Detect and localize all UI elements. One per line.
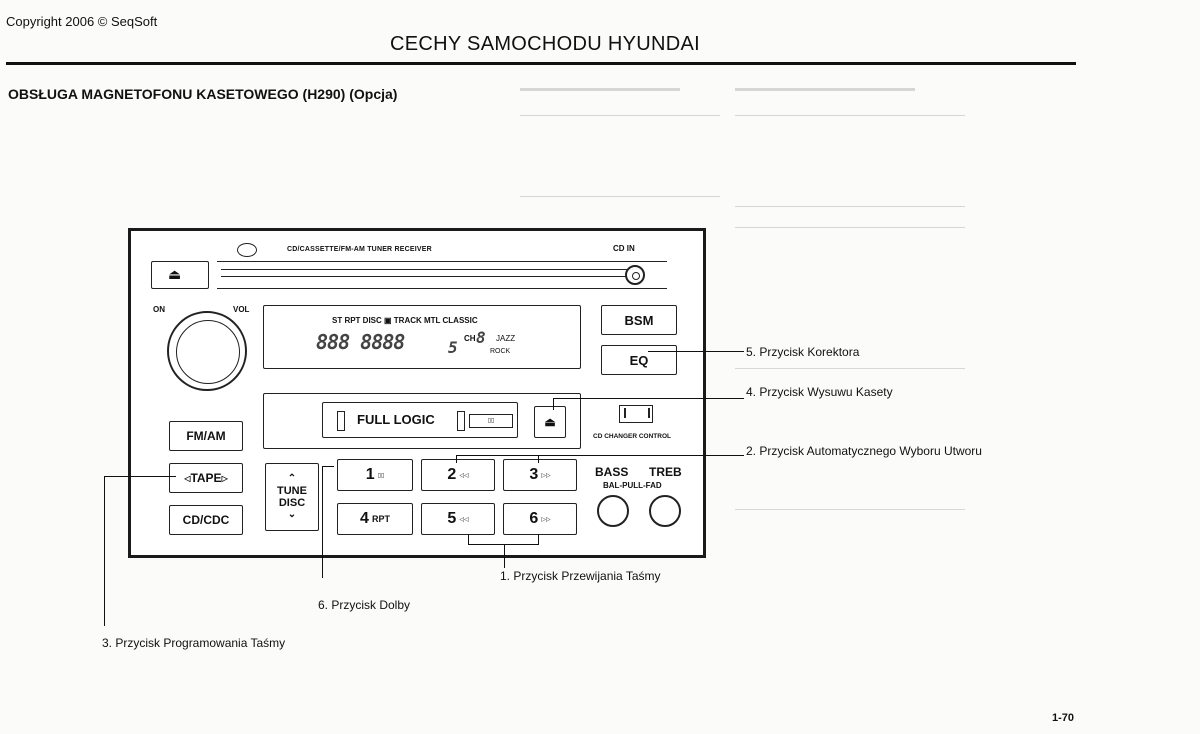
bleed-through-column: [735, 82, 965, 682]
chevron-left-icon: ◁: [184, 473, 191, 483]
treb-label: TREB: [649, 465, 682, 479]
callout-line-2: [456, 455, 744, 456]
title-rule: [6, 62, 1076, 65]
volume-knob[interactable]: [167, 311, 247, 391]
tune-disc-rocker[interactable]: [265, 463, 319, 531]
cd-changer-label: CD CHANGER CONTROL: [593, 433, 671, 440]
callout-line-3: [104, 476, 105, 626]
callout-line-4-h: [553, 398, 744, 399]
page-title: CECHY SAMOCHODU HYUNDAI: [390, 33, 700, 55]
page-number: 1-70: [1051, 712, 1074, 724]
model-label: CD/CASSETTE/FM-AM TUNER RECEIVER: [287, 246, 432, 253]
preset-5-button[interactable]: 5 ◁◁: [421, 503, 495, 535]
display-panel: ST RPT DISC ▣ TRACK MTL CLASSIC 888 8888 5 CH 8 JAZZ ROCK: [263, 305, 581, 369]
disc-label: DISC: [278, 497, 306, 509]
preset-6-button[interactable]: 6 ▷▷: [503, 503, 577, 535]
display-jazz: JAZZ: [496, 334, 516, 343]
preset-3-button[interactable]: 3 ▷▷: [503, 459, 577, 491]
callout-line-1: [504, 544, 505, 568]
cd-changer-icon: [619, 405, 653, 423]
eject-icon: ⏏: [168, 266, 182, 282]
callout-5-label: 5. Przycisk Korektora: [746, 345, 860, 359]
tune-label: TUNE: [277, 485, 307, 497]
hyundai-logo-icon: [237, 243, 257, 257]
preset-4-button[interactable]: 4 RPT: [337, 503, 413, 535]
eq-button[interactable]: EQ: [601, 345, 677, 375]
cassette-panel: [263, 393, 581, 449]
display-ch: CH: [464, 334, 476, 343]
cd-in-indicator-icon: [625, 265, 645, 285]
full-logic-label: FULL LOGIC: [357, 412, 435, 427]
display-rock: ROCK: [490, 348, 511, 355]
bal-fad-label: BAL-PULL-FAD: [603, 481, 662, 490]
cd-in-label: CD IN: [613, 244, 635, 253]
cd-cdc-button[interactable]: CD/CDC: [169, 505, 243, 535]
callout-1-label: 1. Przycisk Przewijania Taśmy: [500, 569, 661, 583]
display-segments: 888 8888: [316, 330, 405, 354]
vol-label: VOL: [233, 305, 250, 314]
callout-2-label: 2. Przycisk Automatycznego Wyboru Utworu: [746, 444, 982, 458]
callout-line-4-v: [553, 398, 554, 410]
on-label: ON: [153, 305, 165, 314]
copyright-text: Copyright 2006 © SeqSoft: [6, 14, 158, 29]
dolby-button[interactable]: ▯▯: [469, 414, 513, 428]
eject-icon: ⏏: [544, 415, 556, 429]
preset-1-button[interactable]: 1 ▯▯: [337, 459, 413, 491]
callout-line-6: [322, 466, 323, 578]
tape-button[interactable]: [169, 463, 243, 493]
bass-label: BASS: [595, 465, 629, 479]
callout-4-label: 4. Przycisk Wysuwu Kasety: [746, 385, 893, 399]
display-indicators: ST RPT DISC ▣ TRACK MTL CLASSIC: [332, 316, 478, 325]
cassette-eject-button[interactable]: [534, 406, 566, 438]
bsm-button[interactable]: BSM: [601, 305, 677, 335]
cassette-door: [322, 402, 518, 438]
fm-am-button[interactable]: FM/AM: [169, 421, 243, 451]
bleed-through-mid: [520, 82, 720, 232]
chevron-right-icon: ▷: [221, 473, 228, 483]
chevron-down-icon: ⌄: [287, 509, 297, 520]
tape-label: TAPE: [190, 471, 222, 485]
chevron-up-icon: ⌃: [287, 473, 297, 484]
treb-knob[interactable]: [649, 495, 681, 527]
callout-6-label: 6. Przycisk Dolby: [318, 598, 411, 612]
bass-knob[interactable]: [597, 495, 629, 527]
callout-3-label: 3. Przycisk Programowania Taśmy: [102, 636, 286, 650]
section-title: OBSŁUGA MAGNETOFONU KASETOWEGO (H290) (Opcja): [8, 86, 398, 102]
cassette-radio-unit: [128, 228, 706, 558]
callout-line-5: [648, 351, 744, 352]
preset-2-button[interactable]: 2 ◁◁: [421, 459, 495, 491]
